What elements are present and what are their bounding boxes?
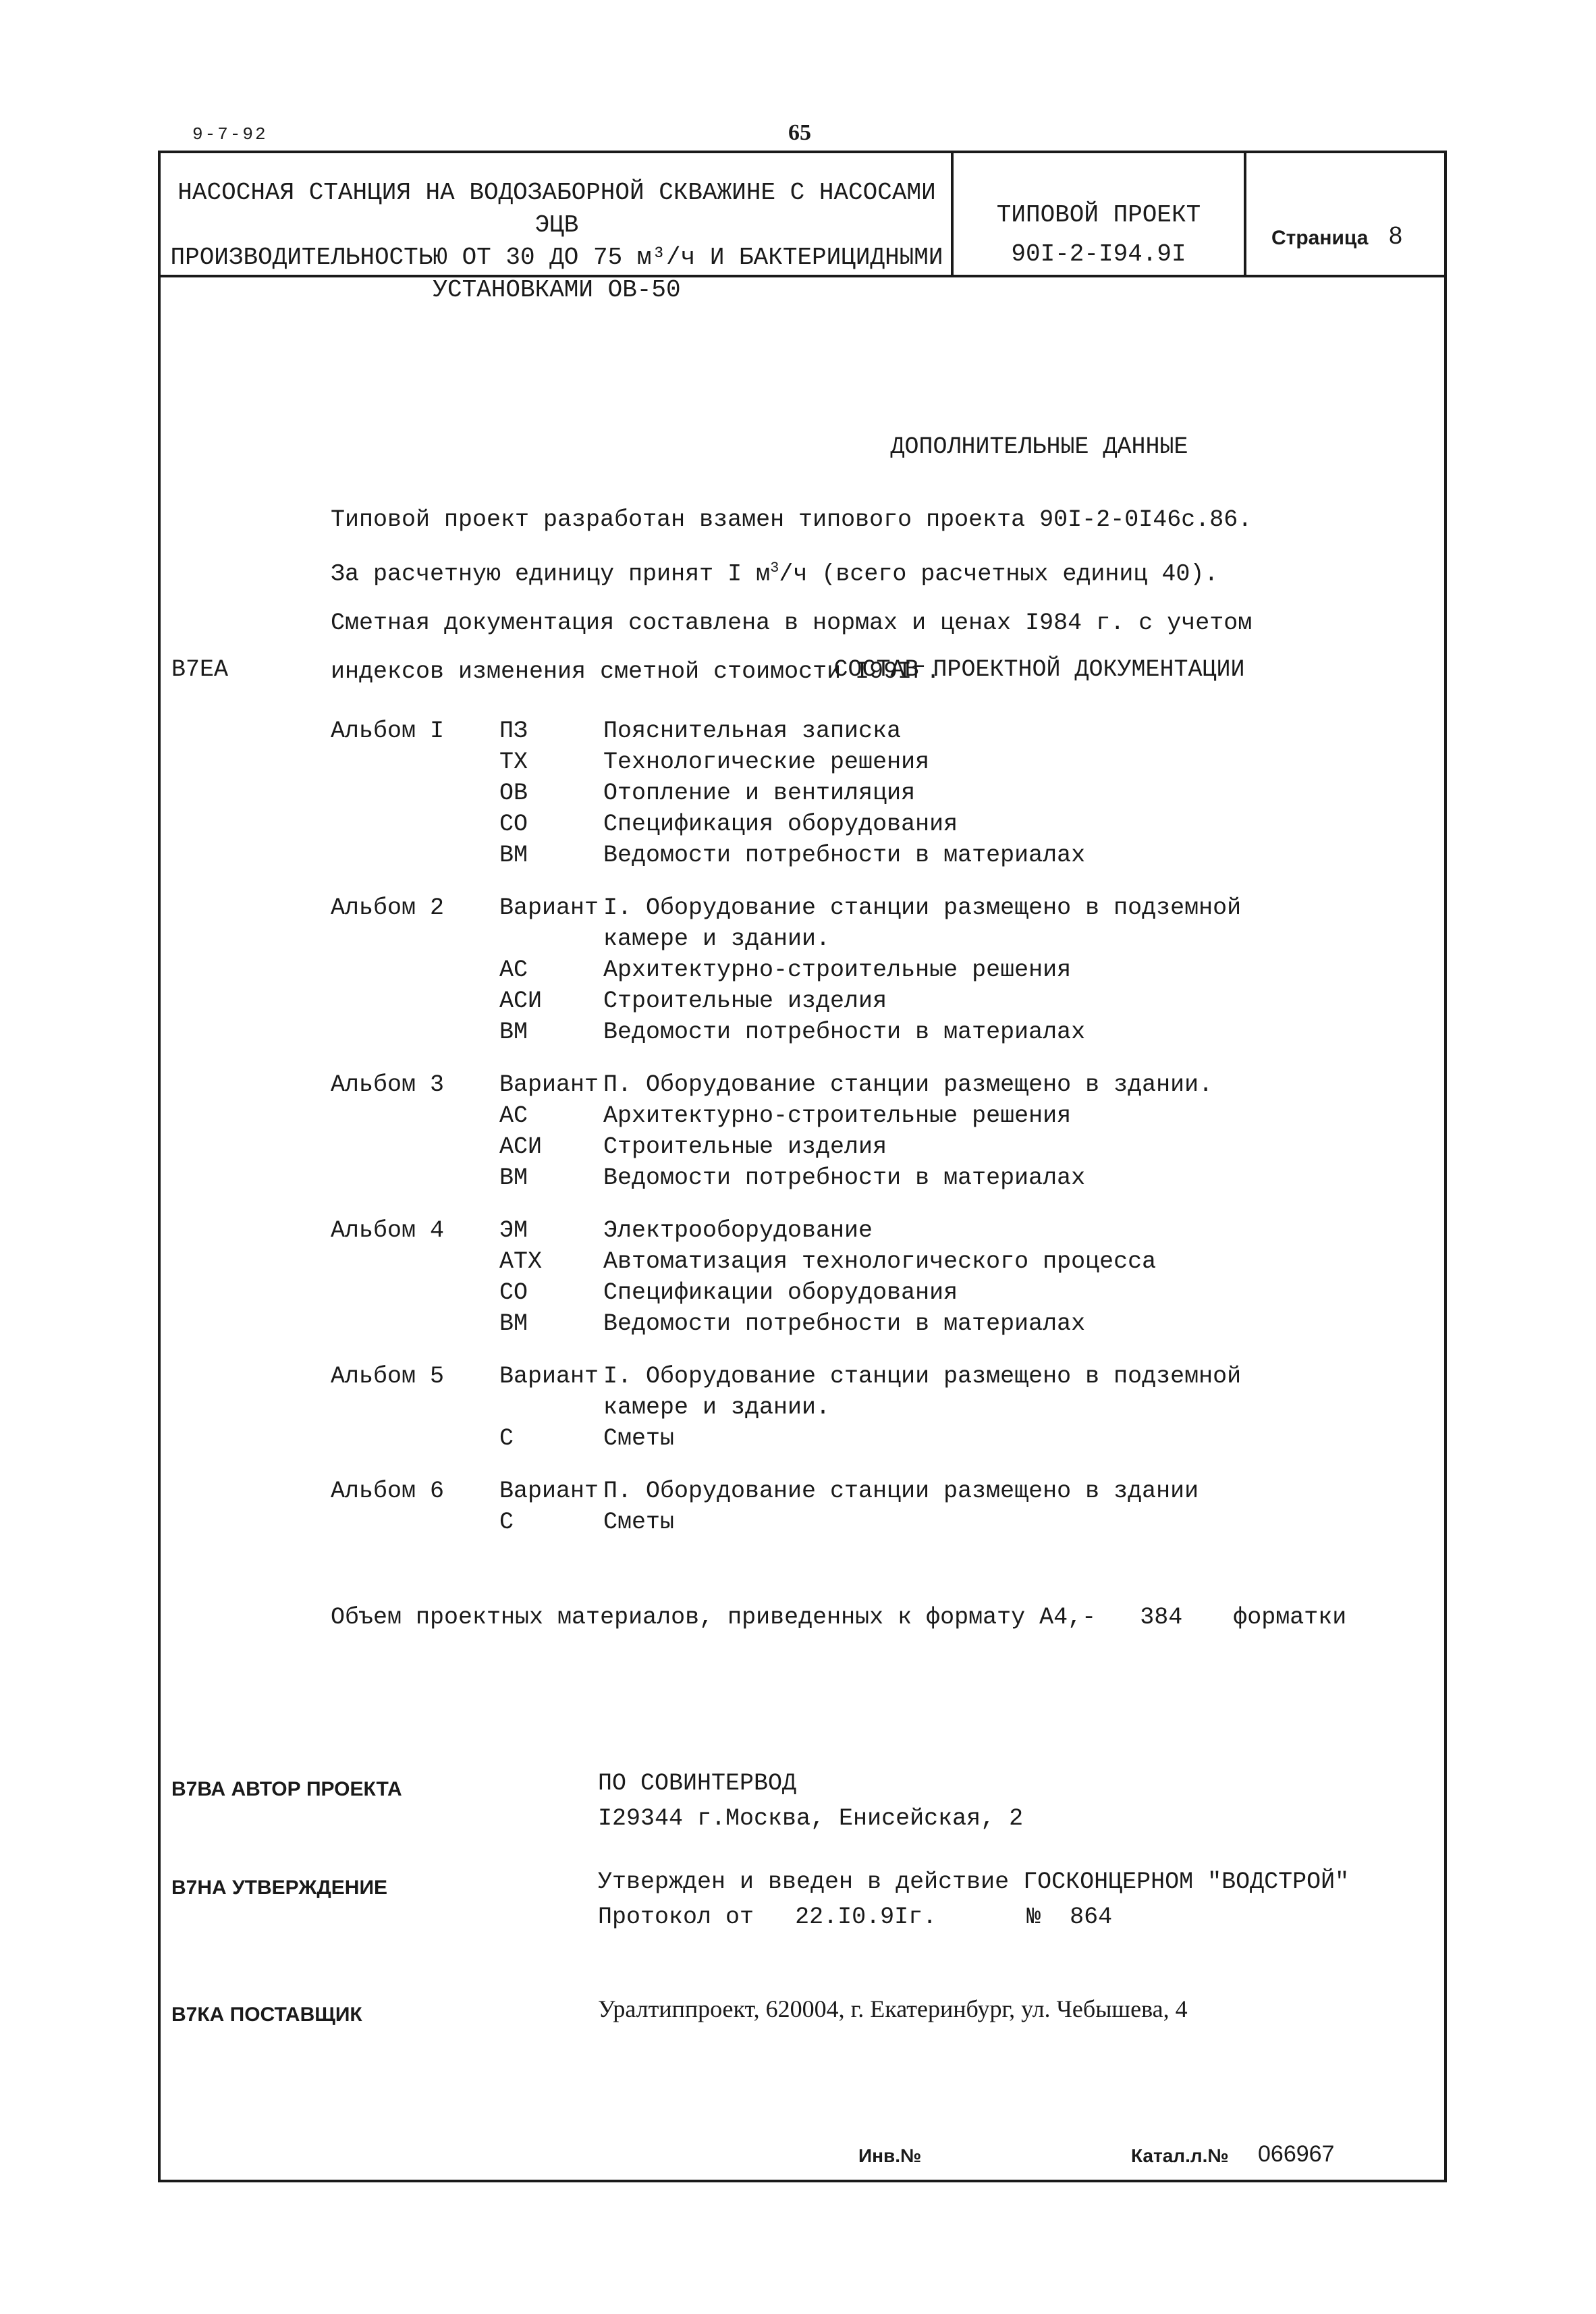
entry-code: ВМ [499, 1164, 528, 1191]
project-label: ТИПОВОЙ ПРОЕКТ [996, 201, 1201, 229]
entry-text: Строительные изделия [603, 988, 887, 1015]
entry-text: Ведомости потребности в материалах [603, 1310, 1086, 1337]
volume-line [331, 1604, 1346, 1631]
entry-text: Ведомости потребности в материалах [603, 1164, 1086, 1191]
extra-line: Типовой проект разработан взамен типового проекта 90I-2-0I46с.86. [331, 506, 1253, 533]
album-name: Альбом I [331, 718, 445, 745]
title-block-divider [1244, 151, 1246, 277]
album-name: Альбом 5 [331, 1363, 445, 1390]
entry-code: АС [499, 957, 528, 984]
page-label: Страница [1271, 227, 1369, 249]
entry-code: Вариант [499, 894, 599, 921]
project-title-line: НАСОСНАЯ СТАНЦИЯ НА ВОДОЗАБОРНОЙ СКВАЖИНЕ С НАСОСАМИ ЭЦВ [177, 179, 936, 239]
album-entry [499, 1277, 1383, 1308]
album-entry [499, 1308, 1383, 1339]
composition-heading: СОСТАВ ПРОЕКТНОЙ ДОКУМЕНТАЦИИ [833, 656, 1245, 683]
project-title-line: ПРОИЗВОДИТЕЛЬНОСТЬЮ ОТ 30 ДО 75 м³/ч И БАКТЕРИЦИДНЫМИ [170, 244, 943, 271]
superscript: 3 [770, 560, 779, 576]
album-list [331, 716, 1383, 1559]
entry-text: Архитектурно-строительные решения [603, 1102, 1072, 1129]
author-label: В7ВА АВТОР ПРОЕКТА [171, 1778, 402, 1800]
album-block [331, 1476, 1383, 1538]
entry-code: ОВ [499, 780, 528, 807]
supplier-label: В7КА ПОСТАВЩИК [171, 2003, 362, 2026]
album-entry [499, 809, 1383, 840]
extra-line: индексов изменения сметной стоимости I99Iг. [331, 657, 941, 685]
protocol-number: 864 [1070, 1904, 1113, 1931]
entry-code: С [499, 1425, 514, 1452]
entry-text: Электрооборудование [603, 1217, 873, 1244]
entry-code: АС [499, 1102, 528, 1129]
album-name: Альбом 6 [331, 1478, 445, 1505]
album-entry [499, 1507, 1383, 1538]
album-entry [499, 1100, 1383, 1131]
catalog-label: Катал.л.№ [1131, 2145, 1229, 2166]
author-address: I29344 г.Москва, Енисейская, 2 [598, 1805, 1024, 1832]
album-entry [499, 1162, 1383, 1193]
album-entries [499, 1215, 1383, 1339]
entry-code: СО [499, 1279, 528, 1306]
entry-code: АТХ [499, 1248, 543, 1275]
approval-protocol [598, 1900, 1349, 1935]
entry-text: Сметы [603, 1425, 675, 1452]
project-id-cell [954, 196, 1244, 274]
album-entries [499, 1476, 1383, 1538]
entry-text: Автоматизация технологического процесса [603, 1248, 1157, 1275]
album-entry [499, 892, 1383, 954]
album-entry [499, 1423, 1383, 1454]
entry-code: СО [499, 811, 528, 838]
entry-text: Ведомости потребности в материалах [603, 1019, 1086, 1046]
entry-code: ВМ [499, 1019, 528, 1046]
protocol-date: 22.I0.9Iг. [795, 1904, 937, 1931]
album-entry [499, 954, 1383, 986]
album-entry [499, 986, 1383, 1017]
entry-code: ТХ [499, 749, 528, 776]
album-entry [499, 716, 1383, 747]
approval-line: Утвержден и введен в действие ГОСКОНЦЕРНОМ "ВОДСТРОЙ" [598, 1868, 1350, 1895]
entry-text: Сметы [603, 1509, 675, 1536]
project-title-line: УСТАНОВКАМИ ОВ-50 [433, 276, 681, 304]
album-entry [499, 778, 1383, 809]
entry-text: Архитектурно-строительные решения [603, 957, 1072, 984]
extra-line-part: /ч (всего расчетных единиц 40). [779, 560, 1219, 588]
album-entry [499, 1361, 1383, 1423]
entry-code: ВМ [499, 1310, 528, 1337]
album-name: Альбом 3 [331, 1071, 445, 1098]
entry-text: Технологические решения [603, 749, 930, 776]
extra-line [331, 544, 1252, 599]
document-code: 9-7-92 [192, 124, 268, 144]
album-entry [499, 1131, 1383, 1162]
album-entries [499, 892, 1383, 1048]
entry-text: I. Оборудование станции размещено в подземной камере и здании. [603, 894, 1242, 952]
album-entry [499, 1246, 1383, 1277]
extra-data-heading: ДОПОЛНИТЕЛЬНЫЕ ДАННЫЕ [890, 433, 1188, 460]
album-name: Альбом 2 [331, 894, 445, 921]
entry-code: С [499, 1509, 514, 1536]
author-info [598, 1766, 1023, 1836]
album-block [331, 716, 1383, 871]
album-entry [499, 1069, 1383, 1100]
extra-line-part: За расчетную единицу принят I м [331, 560, 771, 588]
entry-text: Отопление и вентиляция [603, 780, 916, 807]
entry-text: Пояснительная записка [603, 718, 902, 745]
album-block [331, 1361, 1383, 1454]
album-entries [499, 716, 1383, 871]
project-title [169, 177, 945, 306]
entry-code: Вариант [499, 1478, 599, 1505]
entry-code: ПЗ [499, 718, 528, 745]
volume-count: 384 [1140, 1604, 1183, 1631]
entry-text: Спецификации оборудования [603, 1279, 958, 1306]
album-entry [499, 747, 1383, 778]
album-block [331, 892, 1383, 1048]
entry-code: ВМ [499, 842, 528, 869]
supplier-info: Уралтиппроект, 620004, г. Екатеринбург, ул. Чебышева, 4 [598, 1995, 1188, 2022]
approval-label: В7НА УТВЕРЖДЕНИЕ [171, 1877, 388, 1899]
entry-text: Строительные изделия [603, 1133, 887, 1160]
album-entries [499, 1361, 1383, 1454]
entry-code: АСИ [499, 988, 543, 1015]
page-value: 8 [1389, 221, 1403, 249]
entry-code: Вариант [499, 1071, 599, 1098]
album-entry [499, 1476, 1383, 1507]
protocol-number-label: № [1026, 1904, 1041, 1931]
protocol-label: Протокол от [598, 1904, 754, 1931]
album-entry [499, 1215, 1383, 1246]
inventory-label: Инв.№ [858, 2145, 922, 2166]
entry-code: ЭМ [499, 1217, 528, 1244]
entry-code: Вариант [499, 1363, 599, 1390]
approval-info [598, 1864, 1349, 1935]
catalog-value: 066967 [1258, 2141, 1335, 2167]
composition-code: В7ЕА [171, 656, 229, 683]
extra-line: Сметная документация составлена в нормах и ценах I984 г. с учетом [331, 609, 1253, 637]
entry-text: I. Оборудование станции размещено в подземной камере и здании. [603, 1363, 1242, 1421]
entry-text: П. Оборудование станции размещено в здании [603, 1478, 1199, 1505]
album-name: Альбом 4 [331, 1217, 445, 1244]
volume-text: Объем проектных материалов, приведенных к формату А4,- [331, 1604, 1097, 1631]
volume-unit: форматки [1233, 1604, 1347, 1631]
sheet-number: 65 [788, 120, 811, 145]
album-block [331, 1215, 1383, 1339]
album-entry [499, 840, 1383, 871]
album-entry [499, 1017, 1383, 1048]
author-org: ПО СОВИНТЕРВОД [598, 1770, 797, 1797]
project-number: 90I-2-I94.9I [1011, 240, 1186, 268]
entry-text: Ведомости потребности в материалах [603, 842, 1086, 869]
entry-text: Спецификация оборудования [603, 811, 958, 838]
entry-code: АСИ [499, 1133, 543, 1160]
entry-text: П. Оборудование станции размещено в здании. [603, 1071, 1213, 1098]
album-block [331, 1069, 1383, 1193]
album-entries [499, 1069, 1383, 1193]
